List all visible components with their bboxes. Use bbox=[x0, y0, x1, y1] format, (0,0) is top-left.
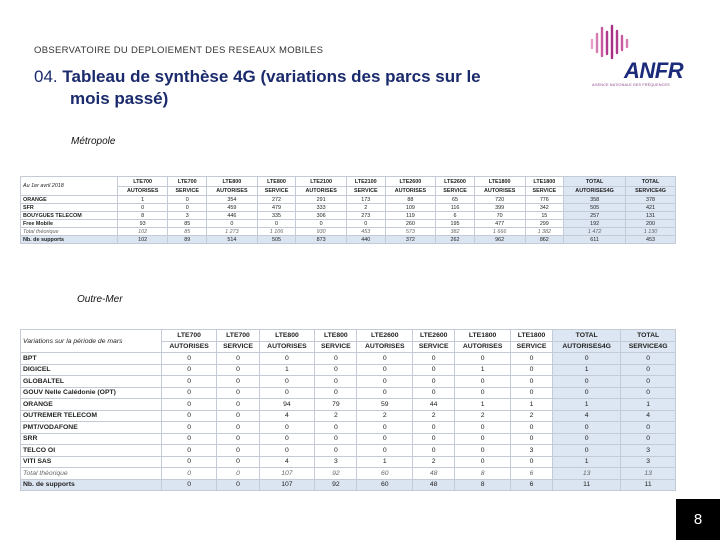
band-header: LTE800 bbox=[207, 177, 258, 187]
table-cell: 48 bbox=[413, 468, 455, 480]
table-cell: 93 bbox=[117, 220, 168, 228]
table-cell: 4 bbox=[259, 456, 315, 468]
section-label-metropole: Métropole bbox=[71, 136, 116, 147]
sub-header: AUTORISES bbox=[296, 187, 347, 196]
table-row bbox=[21, 220, 676, 228]
table-cell: 11 bbox=[621, 479, 676, 491]
table-cell: 195 bbox=[436, 220, 475, 228]
table-cell: 0 bbox=[553, 445, 621, 457]
table-cell: 573 bbox=[385, 228, 436, 236]
table-cell: 0 bbox=[117, 204, 168, 212]
operator-name: VITI SAS bbox=[21, 456, 162, 468]
table-row bbox=[21, 212, 676, 220]
table-cell: 0 bbox=[161, 479, 217, 491]
table-cell: 92 bbox=[315, 479, 357, 491]
table-cell: 0 bbox=[621, 387, 676, 399]
table-cell: 930 bbox=[296, 228, 347, 236]
table-cell: 1 472 bbox=[564, 228, 626, 236]
table-cell: 0 bbox=[357, 376, 413, 388]
sub-header: AUTORISES4G bbox=[564, 187, 626, 196]
operator-name: SRR bbox=[21, 433, 162, 445]
table-cell: 0 bbox=[455, 376, 511, 388]
band-header: LTE800 bbox=[315, 330, 357, 342]
table-cell: 0 bbox=[553, 353, 621, 365]
table-cell: 505 bbox=[257, 236, 296, 244]
table-cell: 459 bbox=[207, 204, 258, 212]
table-cell: 0 bbox=[553, 422, 621, 434]
table-row bbox=[21, 399, 676, 411]
table-cell: 0 bbox=[315, 445, 357, 457]
table-cell: 0 bbox=[168, 204, 207, 212]
table-cell: 0 bbox=[217, 399, 259, 411]
table-cell: 0 bbox=[217, 376, 259, 388]
table-cell: 0 bbox=[217, 353, 259, 365]
table-cell: 0 bbox=[553, 376, 621, 388]
table-cell: 0 bbox=[217, 479, 259, 491]
table-cell: 0 bbox=[168, 196, 207, 204]
table-cell: 962 bbox=[474, 236, 525, 244]
sub-header: SERVICE bbox=[257, 187, 296, 196]
table-row bbox=[21, 387, 676, 399]
table-cell: 0 bbox=[357, 364, 413, 376]
operator-name: TELCO OI bbox=[21, 445, 162, 457]
table-cell: 6 bbox=[510, 479, 552, 491]
theoretical-total-label: Total théorique bbox=[21, 468, 162, 480]
table-cell: 0 bbox=[217, 445, 259, 457]
table-cell: 0 bbox=[161, 445, 217, 457]
table-cell: 1 273 bbox=[207, 228, 258, 236]
table-cell: 2 bbox=[413, 410, 455, 422]
table-cell: 3 bbox=[621, 456, 676, 468]
table-cell: 0 bbox=[161, 422, 217, 434]
table-cell: 0 bbox=[259, 353, 315, 365]
sub-header: AUTORISES bbox=[161, 341, 217, 353]
table-cell: 0 bbox=[161, 410, 217, 422]
table-cell: 59 bbox=[357, 399, 413, 411]
table-cell: 378 bbox=[626, 196, 676, 204]
table-row bbox=[21, 422, 676, 434]
table-cell: 372 bbox=[385, 236, 436, 244]
table-cell: 333 bbox=[296, 204, 347, 212]
table-cell: 6 bbox=[436, 212, 475, 220]
sub-header: SERVICE bbox=[347, 187, 386, 196]
table-row bbox=[21, 353, 676, 365]
table-cell: 107 bbox=[259, 479, 315, 491]
table-corner-label: Variations sur la période de mars bbox=[21, 330, 162, 353]
band-header: LTE2600 bbox=[436, 177, 475, 187]
table-cell: 1 bbox=[621, 399, 676, 411]
theoretical-total-row bbox=[21, 228, 676, 236]
table-cell: 173 bbox=[347, 196, 386, 204]
table-cell: 446 bbox=[207, 212, 258, 220]
table-cell: 453 bbox=[626, 236, 676, 244]
table-cell: 0 bbox=[207, 220, 258, 228]
theoretical-total-row bbox=[21, 468, 676, 480]
table-cell: 0 bbox=[315, 364, 357, 376]
table-cell: 306 bbox=[296, 212, 347, 220]
sub-header: SERVICE bbox=[510, 341, 552, 353]
table-cell: 0 bbox=[161, 456, 217, 468]
table-cell: 0 bbox=[315, 422, 357, 434]
table-cell: 0 bbox=[455, 387, 511, 399]
band-header: LTE2600 bbox=[413, 330, 455, 342]
table-cell: 0 bbox=[217, 468, 259, 480]
supports-row bbox=[21, 236, 676, 244]
sub-header: AUTORISES bbox=[207, 187, 258, 196]
table-cell: 0 bbox=[161, 376, 217, 388]
sub-header: SERVICE bbox=[413, 341, 455, 353]
table-cell: 1 bbox=[553, 399, 621, 411]
band-header: LTE2600 bbox=[385, 177, 436, 187]
table-cell: 1 bbox=[357, 456, 413, 468]
table-cell: 2 bbox=[413, 456, 455, 468]
logo-wordmark: ANFR bbox=[624, 58, 684, 83]
table-row bbox=[21, 433, 676, 445]
operator-name: ORANGE bbox=[21, 196, 118, 204]
table-row bbox=[21, 456, 676, 468]
table-cell: 421 bbox=[626, 204, 676, 212]
table-cell: 0 bbox=[257, 220, 296, 228]
table-cell: 0 bbox=[553, 433, 621, 445]
table-cell: 1 130 bbox=[626, 228, 676, 236]
table-cell: 0 bbox=[357, 433, 413, 445]
table-cell: 514 bbox=[207, 236, 258, 244]
table-cell: 382 bbox=[436, 228, 475, 236]
table-cell: 1 382 bbox=[525, 228, 564, 236]
table-cell: 200 bbox=[626, 220, 676, 228]
table-cell: 13 bbox=[553, 468, 621, 480]
table-cell: 1 bbox=[510, 399, 552, 411]
table-cell: 0 bbox=[413, 364, 455, 376]
table-cell: 1 666 bbox=[474, 228, 525, 236]
table-cell: 0 bbox=[510, 364, 552, 376]
band-header: LTE700 bbox=[217, 330, 259, 342]
table-cell: 2 bbox=[510, 410, 552, 422]
table-cell: 8 bbox=[455, 468, 511, 480]
table-cell: 192 bbox=[564, 220, 626, 228]
table-cell: 0 bbox=[510, 422, 552, 434]
table-cell: 0 bbox=[217, 364, 259, 376]
table-cell: 89 bbox=[168, 236, 207, 244]
table-cell: 70 bbox=[474, 212, 525, 220]
table-cell: 60 bbox=[357, 479, 413, 491]
table-cell: 102 bbox=[117, 228, 168, 236]
metropole-sub-header-row bbox=[21, 187, 676, 196]
band-header: LTE700 bbox=[168, 177, 207, 187]
table-cell: 3 bbox=[510, 445, 552, 457]
table-cell: 60 bbox=[357, 468, 413, 480]
table-cell: 479 bbox=[257, 204, 296, 212]
operator-name: PMT/VODAFONE bbox=[21, 422, 162, 434]
table-cell: 1 bbox=[259, 364, 315, 376]
band-header: LTE700 bbox=[161, 330, 217, 342]
table-cell: 1 bbox=[455, 399, 511, 411]
metropole-band-header-row bbox=[21, 177, 676, 187]
table-cell: 0 bbox=[455, 433, 511, 445]
table-cell: 257 bbox=[564, 212, 626, 220]
operator-name: SFR bbox=[21, 204, 118, 212]
band-header: LTE800 bbox=[257, 177, 296, 187]
table-cell: 0 bbox=[259, 445, 315, 457]
table-cell: 0 bbox=[161, 468, 217, 480]
table-cell: 13 bbox=[621, 468, 676, 480]
operator-name: GOUV Nelle Calédonie (OPT) bbox=[21, 387, 162, 399]
table-cell: 4 bbox=[259, 410, 315, 422]
table-cell: 2 bbox=[315, 410, 357, 422]
band-header: LTE1800 bbox=[474, 177, 525, 187]
operator-name: BPT bbox=[21, 353, 162, 365]
band-header: LTE1800 bbox=[525, 177, 564, 187]
table-cell: 0 bbox=[357, 445, 413, 457]
table-cell: 0 bbox=[217, 410, 259, 422]
table-cell: 262 bbox=[436, 236, 475, 244]
table-cell: 862 bbox=[525, 236, 564, 244]
table-cell: 0 bbox=[413, 376, 455, 388]
table-cell: 0 bbox=[357, 353, 413, 365]
band-header: TOTAL bbox=[564, 177, 626, 187]
table-cell: 354 bbox=[207, 196, 258, 204]
band-header: LTE2100 bbox=[347, 177, 386, 187]
sub-header: SERVICE bbox=[436, 187, 475, 196]
table-cell: 0 bbox=[161, 353, 217, 365]
table-cell: 85 bbox=[168, 228, 207, 236]
operator-name: ORANGE bbox=[21, 399, 162, 411]
table-cell: 0 bbox=[510, 353, 552, 365]
table-cell: 1 bbox=[455, 364, 511, 376]
table-cell: 0 bbox=[161, 433, 217, 445]
table-cell: 0 bbox=[510, 456, 552, 468]
table-cell: 0 bbox=[315, 376, 357, 388]
table-cell: 0 bbox=[455, 445, 511, 457]
sub-header: SERVICE bbox=[315, 341, 357, 353]
table-cell: 720 bbox=[474, 196, 525, 204]
table-cell: 0 bbox=[259, 376, 315, 388]
signal-wave-icon bbox=[588, 22, 636, 62]
table-cell: 0 bbox=[413, 422, 455, 434]
supports-label: Nb. de supports bbox=[21, 479, 162, 491]
table-cell: 342 bbox=[525, 204, 564, 212]
table-cell: 8 bbox=[117, 212, 168, 220]
table-cell: 1 bbox=[553, 364, 621, 376]
table-cell: 116 bbox=[436, 204, 475, 212]
table-cell: 873 bbox=[296, 236, 347, 244]
band-header: LTE2600 bbox=[357, 330, 413, 342]
table-cell: 0 bbox=[413, 387, 455, 399]
table-cell: 0 bbox=[315, 387, 357, 399]
table-cell: 0 bbox=[259, 422, 315, 434]
page-title bbox=[34, 66, 594, 110]
table-cell: 2 bbox=[357, 410, 413, 422]
table-cell: 335 bbox=[257, 212, 296, 220]
table-row bbox=[21, 196, 676, 204]
table-cell: 299 bbox=[525, 220, 564, 228]
table-row bbox=[21, 376, 676, 388]
table-row bbox=[21, 410, 676, 422]
table-cell: 48 bbox=[413, 479, 455, 491]
table-cell: 776 bbox=[525, 196, 564, 204]
outremer-table bbox=[20, 329, 676, 491]
table-cell: 0 bbox=[217, 433, 259, 445]
table-cell: 477 bbox=[474, 220, 525, 228]
table-cell: 0 bbox=[455, 353, 511, 365]
table-cell: 79 bbox=[315, 399, 357, 411]
table-cell: 4 bbox=[621, 410, 676, 422]
title-line-1: Tableau de synthèse 4G (variations des parcs sur le bbox=[62, 67, 481, 86]
operator-name: OUTREMER TELECOM bbox=[21, 410, 162, 422]
table-cell: 107 bbox=[259, 468, 315, 480]
table-cell: 0 bbox=[413, 445, 455, 457]
operator-name: Free Mobile bbox=[21, 220, 118, 228]
band-header: LTE1800 bbox=[510, 330, 552, 342]
sub-header: SERVICE4G bbox=[626, 187, 676, 196]
table-cell: 3 bbox=[168, 212, 207, 220]
table-cell: 0 bbox=[259, 387, 315, 399]
table-cell: 0 bbox=[455, 422, 511, 434]
operator-name: BOUYGUES TELECOM bbox=[21, 212, 118, 220]
table-cell: 0 bbox=[217, 456, 259, 468]
band-header: LTE800 bbox=[259, 330, 315, 342]
logo-subtitle: AGENCE NATIONALE DES FRÉQUENCES bbox=[592, 83, 670, 87]
table-cell: 2 bbox=[455, 410, 511, 422]
table-cell: 0 bbox=[621, 364, 676, 376]
table-cell: 4 bbox=[553, 410, 621, 422]
table-cell: 0 bbox=[621, 353, 676, 365]
operator-name: DIGICEL bbox=[21, 364, 162, 376]
table-cell: 3 bbox=[621, 445, 676, 457]
table-cell: 0 bbox=[357, 422, 413, 434]
table-cell: 0 bbox=[357, 387, 413, 399]
table-cell: 260 bbox=[385, 220, 436, 228]
sub-header: AUTORISES bbox=[385, 187, 436, 196]
table-cell: 0 bbox=[259, 433, 315, 445]
table-cell: 1 bbox=[117, 196, 168, 204]
table-cell: 0 bbox=[217, 387, 259, 399]
operator-name: GLOBALTEL bbox=[21, 376, 162, 388]
table-cell: 399 bbox=[474, 204, 525, 212]
table-cell: 1 106 bbox=[257, 228, 296, 236]
band-header: TOTAL bbox=[626, 177, 676, 187]
table-row bbox=[21, 204, 676, 212]
sub-header: AUTORISES bbox=[117, 187, 168, 196]
table-cell: 0 bbox=[347, 220, 386, 228]
sub-header: AUTORISES bbox=[455, 341, 511, 353]
table-cell: 85 bbox=[168, 220, 207, 228]
theoretical-total-label: Total théorique bbox=[21, 228, 118, 236]
table-cell: 8 bbox=[455, 479, 511, 491]
table-cell: 272 bbox=[257, 196, 296, 204]
table-cell: 94 bbox=[259, 399, 315, 411]
table-corner-label: Au 1er avril 2018 bbox=[21, 177, 118, 196]
sub-header: AUTORISES bbox=[474, 187, 525, 196]
sub-header: SERVICE bbox=[525, 187, 564, 196]
table-cell: 65 bbox=[436, 196, 475, 204]
table-cell: 0 bbox=[621, 422, 676, 434]
band-header: LTE700 bbox=[117, 177, 168, 187]
table-cell: 440 bbox=[347, 236, 386, 244]
sub-header: SERVICE4G bbox=[621, 341, 676, 353]
table-cell: 0 bbox=[621, 433, 676, 445]
table-cell: 119 bbox=[385, 212, 436, 220]
table-cell: 3 bbox=[315, 456, 357, 468]
anfr-logo bbox=[588, 22, 698, 94]
table-cell: 15 bbox=[525, 212, 564, 220]
sub-header: AUTORISES bbox=[259, 341, 315, 353]
table-cell: 0 bbox=[553, 387, 621, 399]
table-row bbox=[21, 364, 676, 376]
table-cell: 1 bbox=[553, 456, 621, 468]
page-number: 8 bbox=[676, 499, 720, 540]
section-label-outremer: Outre-Mer bbox=[77, 294, 123, 305]
header-kicker: OBSERVATOIRE DU DEPLOIEMENT DES RESEAUX MOBILES bbox=[34, 45, 324, 56]
table-row bbox=[21, 445, 676, 457]
table-cell: 0 bbox=[296, 220, 347, 228]
band-header: TOTAL bbox=[553, 330, 621, 342]
table-cell: 0 bbox=[315, 353, 357, 365]
sub-header: SERVICE bbox=[168, 187, 207, 196]
table-cell: 109 bbox=[385, 204, 436, 212]
metropole-table bbox=[20, 176, 676, 244]
table-cell: 0 bbox=[413, 353, 455, 365]
table-cell: 0 bbox=[621, 376, 676, 388]
sub-header: AUTORISES bbox=[357, 341, 413, 353]
table-cell: 0 bbox=[510, 433, 552, 445]
table-cell: 92 bbox=[315, 468, 357, 480]
sub-header: AUTORISES4G bbox=[553, 341, 621, 353]
sub-header: SERVICE bbox=[217, 341, 259, 353]
table-cell: 2 bbox=[347, 204, 386, 212]
table-cell: 44 bbox=[413, 399, 455, 411]
table-cell: 0 bbox=[161, 387, 217, 399]
table-cell: 0 bbox=[161, 399, 217, 411]
supports-label: Nb. de supports bbox=[21, 236, 118, 244]
table-cell: 0 bbox=[510, 387, 552, 399]
table-cell: 291 bbox=[296, 196, 347, 204]
table-cell: 0 bbox=[161, 364, 217, 376]
table-cell: 0 bbox=[315, 433, 357, 445]
title-line-2: mois passé) bbox=[70, 89, 169, 108]
table-cell: 131 bbox=[626, 212, 676, 220]
table-cell: 0 bbox=[510, 376, 552, 388]
outremer-band-header-row bbox=[21, 330, 676, 342]
table-cell: 453 bbox=[347, 228, 386, 236]
table-cell: 273 bbox=[347, 212, 386, 220]
band-header: LTE2100 bbox=[296, 177, 347, 187]
band-header: LTE1800 bbox=[455, 330, 511, 342]
table-cell: 358 bbox=[564, 196, 626, 204]
supports-row bbox=[21, 479, 676, 491]
table-cell: 0 bbox=[455, 456, 511, 468]
table-cell: 505 bbox=[564, 204, 626, 212]
table-cell: 11 bbox=[553, 479, 621, 491]
table-cell: 0 bbox=[217, 422, 259, 434]
table-cell: 88 bbox=[385, 196, 436, 204]
table-cell: 6 bbox=[510, 468, 552, 480]
table-cell: 611 bbox=[564, 236, 626, 244]
title-number: 04. bbox=[34, 67, 58, 86]
table-cell: 0 bbox=[413, 433, 455, 445]
band-header: TOTAL bbox=[621, 330, 676, 342]
table-cell: 102 bbox=[117, 236, 168, 244]
